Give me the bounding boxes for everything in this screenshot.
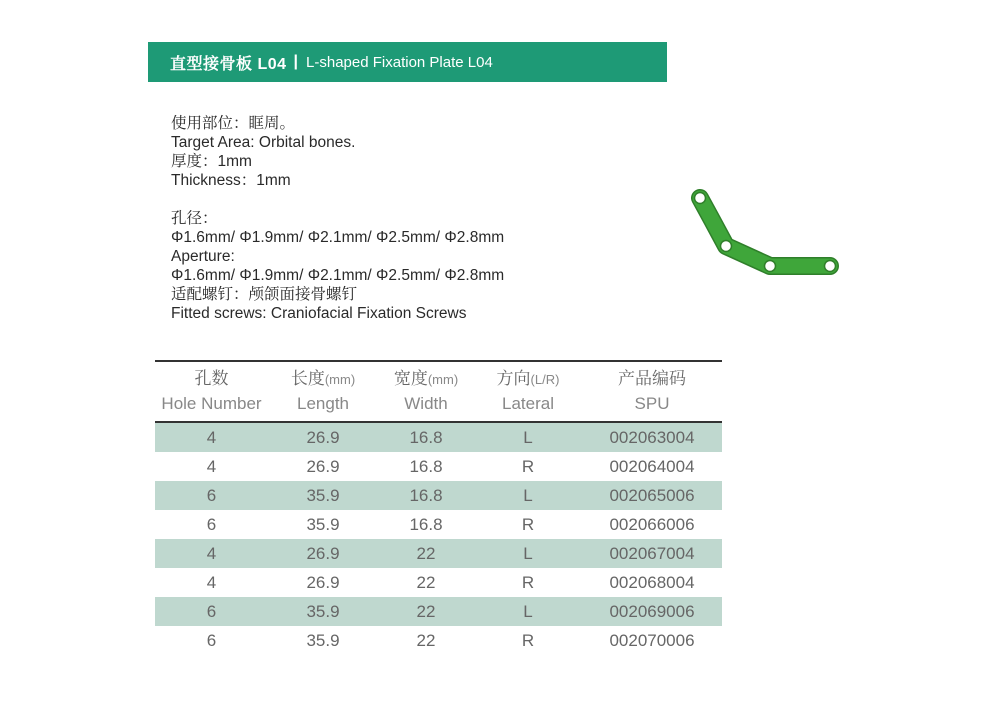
spec-line: 使用部位：眶周。 bbox=[171, 115, 296, 132]
title-separator: | bbox=[293, 53, 299, 70]
title-banner bbox=[148, 42, 667, 82]
spec-block bbox=[171, 114, 504, 323]
header-length: 长度(mm) Length bbox=[290, 369, 356, 413]
spec-line: Φ1.6mm/ Φ1.9mm/ Φ2.1mm/ Φ2.5mm/ Φ2.8mm bbox=[171, 229, 505, 246]
spec-line: Thickness：1mm bbox=[171, 172, 291, 189]
spec-line: Target Area: Orbital bones. bbox=[171, 134, 356, 151]
header-width: 宽度(mm) Width bbox=[393, 369, 459, 413]
table-row: 4 26.9 16.8 R 002064004 bbox=[206, 456, 695, 476]
header-lateral: 方向(L/R) Lateral bbox=[496, 369, 560, 413]
spec-line: Aperture: bbox=[171, 248, 235, 265]
header-holes: 孔数 Hole Number bbox=[161, 369, 262, 413]
title-zh: 直型接骨板 L04 bbox=[170, 55, 287, 73]
title-en: L-shaped Fixation Plate L04 bbox=[306, 53, 493, 71]
spec-line: Fitted screws: Craniofacial Fixation Screws bbox=[171, 305, 467, 322]
table-row: 6 35.9 22 R 002070006 bbox=[206, 630, 695, 650]
product-table bbox=[155, 360, 722, 655]
table-row: 6 35.9 22 L 002069006 bbox=[155, 597, 722, 626]
table-row: 4 26.9 22 L 002067004 bbox=[155, 539, 722, 568]
spec-line: 厚度：1mm bbox=[171, 153, 252, 170]
spec-line: Φ1.6mm/ Φ1.9mm/ Φ2.1mm/ Φ2.5mm/ Φ2.8mm bbox=[171, 267, 505, 284]
table-header bbox=[155, 362, 722, 421]
table-row: 4 26.9 22 R 002068004 bbox=[206, 572, 695, 592]
l-shaped-fixation-plate-icon bbox=[682, 180, 847, 280]
header-spu: 产品编码 SPU bbox=[618, 369, 686, 413]
spec-line: 孔径： bbox=[171, 210, 218, 227]
table-row: 6 35.9 16.8 R 002066006 bbox=[206, 514, 695, 534]
spec-line: 适配螺钉：颅颌面接骨螺钉 bbox=[171, 286, 358, 303]
spec-spacer bbox=[171, 190, 504, 209]
table-row: 4 26.9 16.8 L 002063004 bbox=[155, 423, 722, 452]
table-row: 6 35.9 16.8 L 002065006 bbox=[155, 481, 722, 510]
